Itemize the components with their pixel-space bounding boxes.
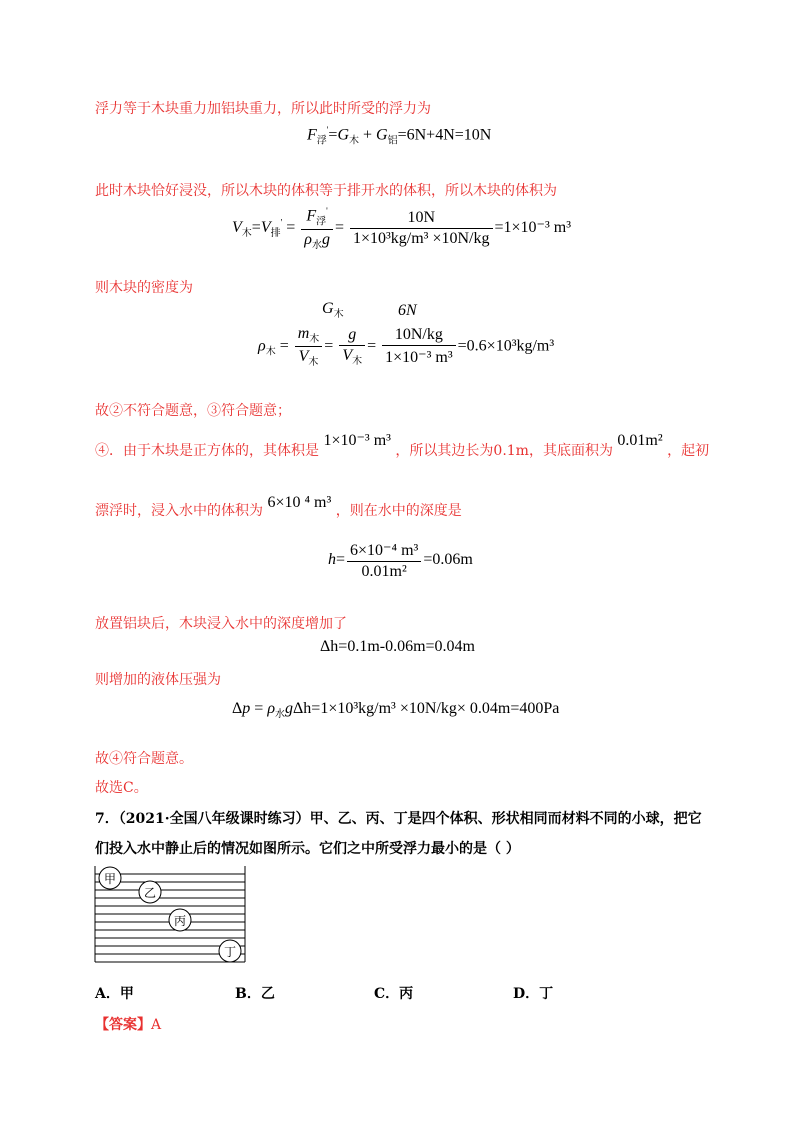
solution-text: ，则在水中的深度是 [335, 503, 462, 519]
ball-ding [219, 940, 241, 962]
fraction-denominator: 1×10⁻³ m³ [385, 349, 453, 367]
ball-label: 丙 [173, 914, 187, 928]
solution-text: 则增加的液体压强为 [95, 672, 221, 688]
solution-text: ④．由于木块是正方体的，其体积是 [95, 443, 319, 459]
formula-density-weight: 6N [398, 302, 417, 319]
answer-line [95, 1014, 161, 1034]
solution-text: ，所以其边长为0.1m，其底面积为 [395, 443, 613, 459]
ball-label: 丁 [223, 945, 237, 959]
ball-yi [139, 881, 161, 903]
formula-density: $\rho_木$ = $\frac{m_木}{V_木}$ = $\frac{g}{V_木}$ = $\frac{10N/kg}{\text{1×10⁻³ m³}}$ =0.6×10³kg/m³ [258, 325, 555, 369]
option-b: B．乙 [235, 986, 275, 1002]
solution-text: 此时木块恰好浸没，所以木块的体积等于排开水的体积，所以木块的体积为 [95, 183, 557, 199]
option-d: D．丁 [513, 986, 554, 1002]
question-text: 7．（2021·全国八年级课时练习）甲、乙、丙、丁是四个体积、形状相同而材料不同的小球，把它 [95, 811, 702, 827]
formula-result: Δh=1×10³kg/m³ ×10N/kg× 0.04m=400Pa [293, 700, 560, 717]
formula-pressure: $\Delta p = \rho_水g\Delta h=1\times 10^3kg/m^3 \times 10N/kg\times 0.04m=400Pa$ [232, 700, 560, 721]
solution-line [95, 432, 710, 460]
inline-formula: 1×10⁻³ m³ [323, 432, 391, 449]
formula-buoyancy: $F_浮'=G_木 + G_铝=6N+4N=10N$ [307, 125, 492, 147]
inline-formula: 0.01m² [617, 432, 663, 449]
formula-density-top: $G_木$ [322, 300, 344, 321]
solution-text: 漂浮时，浸入水中的体积为 [95, 503, 263, 519]
option-a: A．甲 [95, 986, 134, 1002]
ball-bing [169, 909, 191, 931]
formula-depth: h= $\frac{\text{6×10⁻⁴ m³}}{\text{0.01m²}}$ =0.06m [328, 542, 473, 580]
solution-text: 故②不符合题意，③符合题意； [95, 403, 291, 419]
fraction-denominator: 1×10³kg/m³ ×10N/kg [352, 229, 490, 247]
formula-value: =6N+4N=10N [397, 126, 492, 144]
solution-text: 放置铝块后，木块浸入水中的深度增加了 [95, 616, 347, 632]
inline-formula: 6×10 ⁴ m³ [267, 494, 332, 511]
fraction-numerator: 10N [350, 209, 493, 229]
solution-text: 浮力等于木块重力加铝块重力，所以此时所受的浮力为 [95, 101, 431, 117]
formula-result: =0.06m [423, 551, 473, 569]
fraction-denominator: 0.01m² [361, 563, 407, 580]
solution-text: 则木块的密度为 [95, 280, 193, 296]
balls-in-water-figure [90, 866, 250, 964]
formula-volume: $V_木=V_排'$ = $\frac{F_浮'}{\rho_水g}$ = $\frac{10N}{\text{1×10³kg/m³ ×10N/kg}}$ =1×10⁻³ m³ [232, 206, 572, 251]
fraction-numerator: 10N/kg [382, 326, 456, 346]
solution-text: ，起初 [667, 443, 710, 459]
ball-jia [99, 867, 121, 889]
option-c: C．丙 [374, 986, 414, 1002]
solution-line [95, 494, 462, 520]
answer-label: 【答案】 [95, 1017, 151, 1033]
solution-text: 故④符合题意。 [95, 751, 193, 767]
ball-label: 甲 [103, 872, 117, 886]
formula-result: =0.6×10³kg/m³ [457, 337, 555, 355]
solution-conclusion: 故选C。 [95, 780, 148, 796]
answer-value: A [151, 1017, 162, 1033]
formula-result: =1×10⁻³ m³ [494, 219, 572, 237]
ball-label: 乙 [143, 886, 157, 900]
fraction-numerator: 6×10⁻⁴ m³ [347, 540, 421, 562]
question-text: 们投入水中静止后的情况如图所示。它们之中所受浮力最小的是（ ） [95, 841, 520, 857]
formula-depth-increase: Δh=0.1m-0.06m=0.04m [320, 638, 475, 655]
